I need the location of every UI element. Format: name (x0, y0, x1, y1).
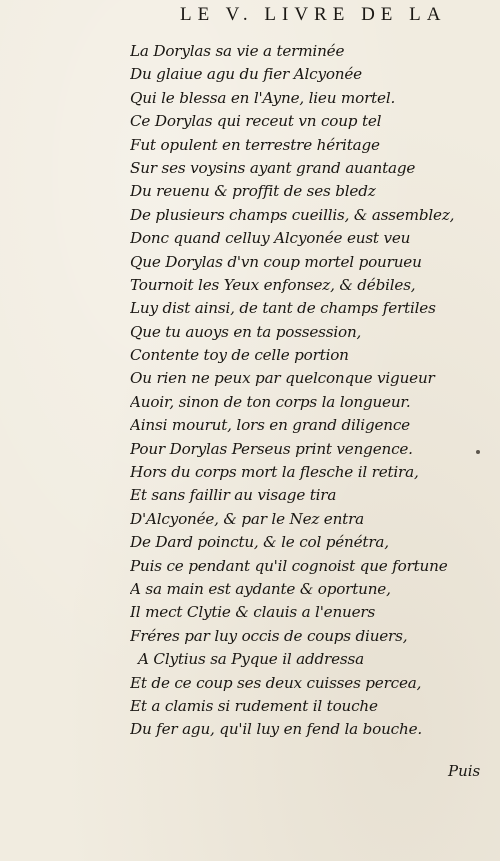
verse-line: Pour Dorylas Perseus print vengence. (130, 439, 413, 458)
verse-line: Du fer agu, qu'il luy en fend la bouche. (130, 720, 422, 739)
verse-line: Et de ce coup ses deux cuisses percea, (130, 673, 422, 692)
verse-line: Qui le blessa en l'Ayne, lieu mortel. (130, 88, 396, 107)
verse-line: Luy dist ainsi, de tant de champs fertiles (130, 299, 436, 318)
verse-line: Sur ses voysins ayant grand auantage (130, 158, 416, 177)
verse-line: D'Alcyonée, & par le Nez entra (130, 509, 364, 528)
verse-line: Ou rien ne peux par quelconque vigueur (130, 369, 435, 388)
verse-line: Fut opulent en terrestre héritage (130, 135, 380, 154)
verse-line: Il mect Clytie & clauis a l'enuers (130, 603, 376, 622)
verse-line: Puis ce pendant qu'il cognoist que fortune (130, 556, 448, 575)
verse-line: A Clytius sa Pyque il addressa (138, 650, 364, 669)
verse-line: Du glaiue agu du fier Alcyonée (130, 65, 362, 84)
verse-line: De plusieurs champs cueillis, & assemblez, (130, 205, 455, 224)
verse-line: A sa main est aydante & oportune, (130, 579, 391, 598)
ink-speck (476, 450, 480, 454)
catchword: Puis (448, 762, 481, 780)
verse-line: Hors du corps mort la flesche il retira, (130, 463, 419, 482)
verse-line: De Dard poinctu, & le col pénétra, (130, 533, 389, 552)
verse-line: Fréres par luy occis de coups diuers, (130, 626, 408, 645)
verse-block (130, 40, 498, 742)
verse-line: Auoir, sinon de ton corps la longueur. (130, 392, 411, 411)
verse-line: Que tu auoys en ta possession, (130, 322, 362, 341)
verse-line: Tournoit les Yeux enfonsez, & débiles, (130, 275, 416, 294)
verse-line: Donc quand celluy Alcyonée eust veu (130, 229, 411, 248)
verse-line: Contente toy de celle portion (130, 346, 349, 365)
verse-line: Et sans faillir au visage tira (130, 486, 337, 505)
verse-line: Et a clamis si rudement il touche (130, 696, 378, 715)
verse-line: Du reuenu & proffit de ses bledz (130, 182, 376, 201)
verse-line: Ce Dorylas qui receut vn coup tel (130, 112, 382, 131)
verse-line: La Dorylas sa vie a terminée (130, 42, 345, 60)
verse-line: Que Dorylas d'vn coup mortel pourueu (130, 252, 422, 271)
verse-line: Ainsi mourut, lors en grand diligence (130, 416, 410, 435)
running-head: LE V. LIVRE DE LA (180, 4, 447, 25)
